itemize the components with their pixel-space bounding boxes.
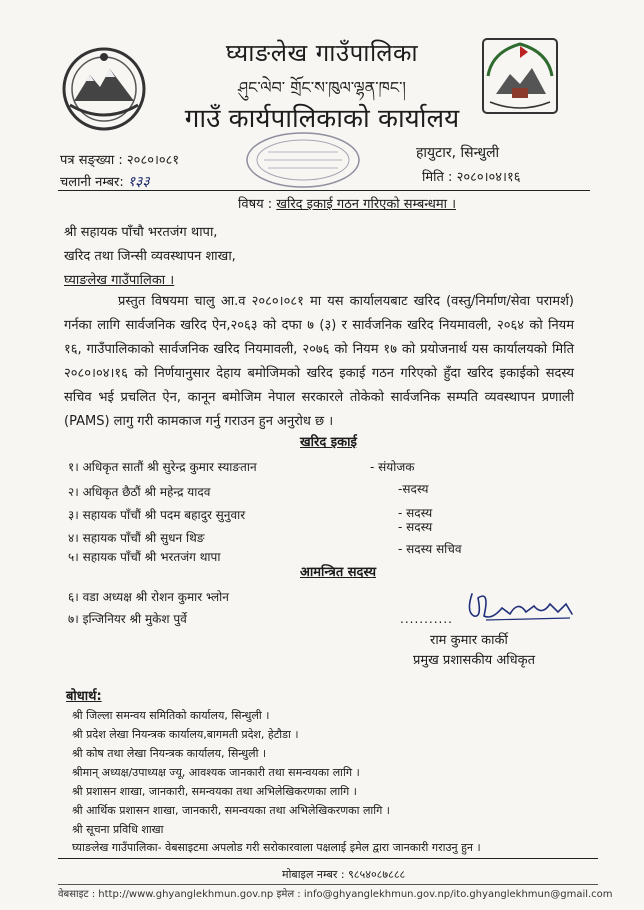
dispatch-number <box>60 172 150 191</box>
signatory-title: प्रमुख प्रशासकीय अधिकृत <box>413 653 536 668</box>
addressee-line-1: श्री सहायक पाँचौ भरतजंग थापा, <box>64 225 218 240</box>
signatory-name: राम कुमार कार्की <box>430 633 508 648</box>
subject-text: खरिद इकाई गठन गरिएको सम्बन्धमा । <box>276 197 457 212</box>
invited-member: ६। वडा अध्यक्ष श्री रोशन कुमार भ्लोन <box>68 590 229 604</box>
unit-member-role: -सदस्य <box>398 482 429 496</box>
addressee-line-2: खरिद तथा जिन्सी व्यवस्थापन शाखा, <box>64 249 236 264</box>
cc-item: श्री सूचना प्रविधि शाखा <box>72 823 164 836</box>
unit-member-role: - सदस्य <box>398 506 433 520</box>
municipality-logo-icon <box>480 36 560 116</box>
cc-item: श्रीमान् अध्यक्ष/उपाध्यक्ष ज्यू, आवश्यक जानकारी तथा समन्वयका लागि । <box>72 766 360 779</box>
footer-divider <box>58 858 598 859</box>
office-place: हायुटार, सिन्धुली <box>416 145 500 161</box>
header-office-name: गाउँ कार्यपालिकाको कार्यालय <box>184 104 460 134</box>
letter-body: प्रस्तुत विषयमा चालु आ.व २०८०।०८१ मा यस कार्यालयबाट खरिद (वस्तु/निर्माण/सेवा परामर्श) गर्नका लागि सार्वजनिक खरिद ऐन,२०६३ को दफा ७ (३) र सार्वजनिक खरिद नियमावली, २०६४ को नियम १६, गाउँपालिकाको सार्वजनिक खरिद नियमावली, २०७६ को नियम १७ को प्रयोजनार्थ यस कार्यालयको मिति २०८०।०४।१६ को निर्णयानुसार देहाय बमोजिमको खरिद इकाई गठन गरिएको हुँदा खरिद इकाईको सदस्य सचिव भई प्रचलित ऐन, कानून बमोजिम नेपाल सरकारले तोकेको सार्वजनिक सम्पति व्यवस्थापन प्रणाली (PAMS) लागु गरी कामकाज गर्नु गराउन हुन अनुरोध छ । <box>64 294 574 429</box>
invited-member: ७। इन्जिनियर श्री मुकेश पुर्वे <box>68 612 187 626</box>
cc-item: घ्याङलेख गाउँपालिका- वेबसाइटमा अपलोड गरी सरोकारवाला पक्षलाई इमेल द्वारा जानकारी गराउनु हुन । <box>72 841 481 854</box>
cc-item: श्री प्रशासन शाखा, जानकारी, समन्वयका तथा अभिलेखिकरणका लागि । <box>72 785 357 798</box>
nepal-emblem-icon <box>60 45 148 133</box>
footer-web-email: वेबसाइट : http://www.ghyanglekhmun.gov.np इमेल : info@ghyanglekhmun.gov.np/ito.ghyanglekhmun@gmail.com <box>58 889 613 900</box>
unit-member: २। अधिकृत छैठौं श्री महेन्द्र यादव <box>68 485 211 499</box>
unit-member-role: - सदस्य <box>398 520 433 534</box>
cc-item: श्री आर्थिक प्रशासन शाखा, जानकारी, समन्वयका तथा अभिलेखिकरणका लागि । <box>72 804 390 817</box>
cc-item: श्री प्रदेश लेखा नियन्त्रक कार्यालय,बागमती प्रदेश, हेटौडा । <box>72 728 299 741</box>
header-divider <box>58 190 590 191</box>
unit-member-role: - सदस्य सचिव <box>398 542 462 556</box>
unit-member: ५। सहायक पाँचौं श्री भरतजंग थापा <box>68 550 221 564</box>
subject-line <box>238 194 456 212</box>
unit-member-role: - संयोजक <box>370 460 415 474</box>
handwritten-signature-icon <box>462 586 582 636</box>
unit-member: १। अधिकृत सातौं श्री सुरेन्द्र कुमार स्याङतान <box>68 460 257 474</box>
unit-member: ४। सहायक पाँचौं श्री सुधन थिङ <box>68 531 205 545</box>
dispatch-label: चलानी नम्बर: <box>60 175 124 190</box>
cc-item: श्री जिल्ला समन्वय समितिको कार्यालय, सिन्धुली । <box>72 709 270 722</box>
subject-label: विषय : <box>238 197 273 212</box>
dispatch-value: १३३ <box>127 174 150 190</box>
addressee-line-3: घ्याङलेख गाउँपालिका । <box>64 273 175 288</box>
reference-number: पत्र सङ्ख्या : २०८०।०८१ <box>60 153 180 168</box>
footer-divider-2 <box>58 884 598 885</box>
office-stamp-icon <box>244 130 362 190</box>
header-tibetan-name: ཤུང་ལེབ་ གྲོང་ས་ཁུལ་ལྷན་ཁང་། <box>238 78 406 97</box>
letter-date: मिति : २०८०।०४।१६ <box>422 170 521 185</box>
invited-title: आमन्त्रित सदस्य <box>300 565 377 580</box>
unit-title: खरिद इकाई <box>300 435 357 450</box>
unit-member: ३। सहायक पाँचौं श्री पदम बहादुर सुनुवार <box>68 508 246 522</box>
cc-title: बोधार्थ: <box>66 689 102 704</box>
header-municipality-name: घ्याङलेख गाउँपालिका <box>225 39 419 67</box>
footer-phone: मोबाइल नम्बर : ९८५४०८७८८८ <box>282 868 406 881</box>
signature-dots: ........... <box>400 612 453 626</box>
cc-item: श्री कोष तथा लेखा नियन्त्रक कार्यालय, सिन्धुली । <box>72 747 267 760</box>
